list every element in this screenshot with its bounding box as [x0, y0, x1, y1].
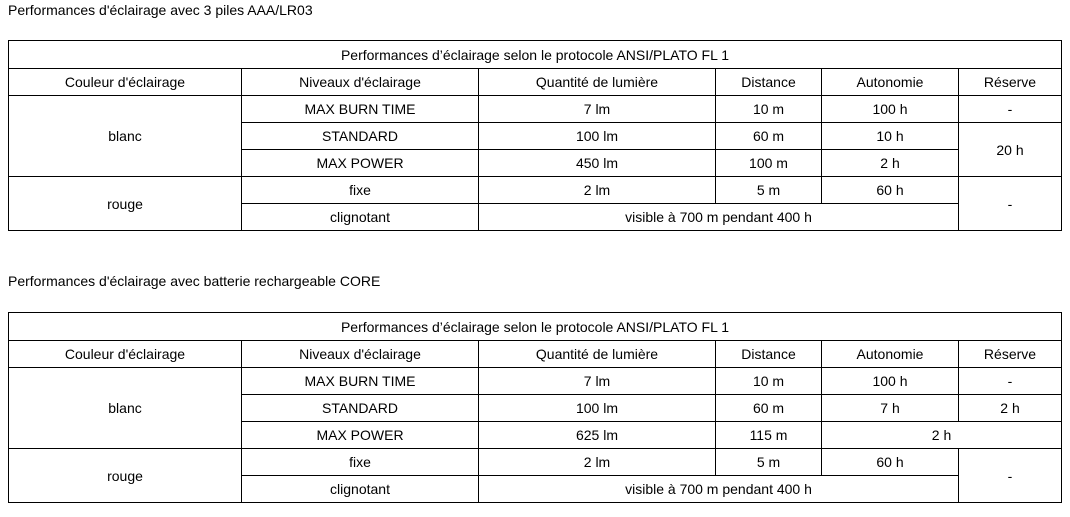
autonomy-reserve-merged-cell: 2 h [822, 422, 1062, 449]
table-title: Performances d’éclairage selon le protocole ANSI/PLATO FL 1 [9, 41, 1062, 69]
autonomy-cell: 7 h [822, 395, 959, 422]
reserve-cell: - [959, 449, 1062, 503]
distance-cell: 60 m [716, 123, 822, 150]
distance-cell: 5 m [716, 177, 822, 204]
header-level: Niveaux d'éclairage [242, 69, 479, 96]
distance-cell: 10 m [716, 368, 822, 395]
color-rouge: rouge [9, 449, 242, 503]
light-cell: 450 lm [479, 150, 716, 177]
level-cell: MAX POWER [242, 422, 479, 449]
reserve-cell: - [959, 177, 1062, 231]
color-rouge: rouge [9, 177, 242, 231]
header-color: Couleur d'éclairage [9, 69, 242, 96]
table-title-row [9, 313, 1062, 341]
table-core-battery [8, 312, 1062, 503]
header-reserve: Réserve [959, 69, 1062, 96]
light-cell: 100 lm [479, 123, 716, 150]
distance-cell: 10 m [716, 96, 822, 123]
light-cell: 2 lm [479, 177, 716, 204]
table-row [9, 368, 1062, 395]
autonomy-cell: 2 h [822, 150, 959, 177]
level-cell: fixe [242, 449, 479, 476]
header-distance: Distance [716, 69, 822, 96]
header-autonomy: Autonomie [822, 69, 959, 96]
reserve-cell: - [959, 96, 1062, 123]
level-cell: STANDARD [242, 123, 479, 150]
color-blanc: blanc [9, 96, 242, 177]
level-cell: clignotant [242, 476, 479, 503]
distance-cell: 5 m [716, 449, 822, 476]
distance-cell: 100 m [716, 150, 822, 177]
flashing-note-cell: visible à 700 m pendant 400 h [479, 476, 959, 503]
distance-cell: 60 m [716, 395, 822, 422]
light-cell: 2 lm [479, 449, 716, 476]
autonomy-cell: 100 h [822, 368, 959, 395]
autonomy-cell: 100 h [822, 96, 959, 123]
color-blanc: blanc [9, 368, 242, 449]
header-autonomy: Autonomie [822, 341, 959, 368]
section1-caption: Performances d'éclairage avec 3 piles AAA/LR03 [8, 2, 313, 18]
reserve-cell: - [959, 368, 1062, 395]
light-cell: 625 lm [479, 422, 716, 449]
reserve-cell: 2 h [959, 395, 1062, 422]
header-reserve: Réserve [959, 341, 1062, 368]
level-cell: MAX POWER [242, 150, 479, 177]
autonomy-cell: 60 h [822, 449, 959, 476]
header-light: Quantité de lumière [479, 69, 716, 96]
light-cell: 7 lm [479, 96, 716, 123]
section2-caption: Performances d'éclairage avec batterie rechargeable CORE [8, 273, 381, 289]
header-light: Quantité de lumière [479, 341, 716, 368]
level-cell: MAX BURN TIME [242, 96, 479, 123]
header-level: Niveaux d'éclairage [242, 341, 479, 368]
table-title: Performances d’éclairage selon le protocole ANSI/PLATO FL 1 [9, 313, 1062, 341]
light-cell: 7 lm [479, 368, 716, 395]
table-row [9, 449, 1062, 476]
flashing-note-cell: visible à 700 m pendant 400 h [479, 204, 959, 231]
light-cell: 100 lm [479, 395, 716, 422]
table-row [9, 96, 1062, 123]
table-row [9, 177, 1062, 204]
autonomy-cell: 60 h [822, 177, 959, 204]
table-header-row [9, 341, 1062, 368]
table-title-row [9, 41, 1062, 69]
table-aaa-batteries [8, 40, 1062, 231]
reserve-merged-cell: 20 h [959, 123, 1062, 177]
distance-cell: 115 m [716, 422, 822, 449]
level-cell: MAX BURN TIME [242, 368, 479, 395]
autonomy-cell: 10 h [822, 123, 959, 150]
header-distance: Distance [716, 341, 822, 368]
level-cell: clignotant [242, 204, 479, 231]
header-color: Couleur d'éclairage [9, 341, 242, 368]
level-cell: fixe [242, 177, 479, 204]
table-header-row [9, 69, 1062, 96]
level-cell: STANDARD [242, 395, 479, 422]
